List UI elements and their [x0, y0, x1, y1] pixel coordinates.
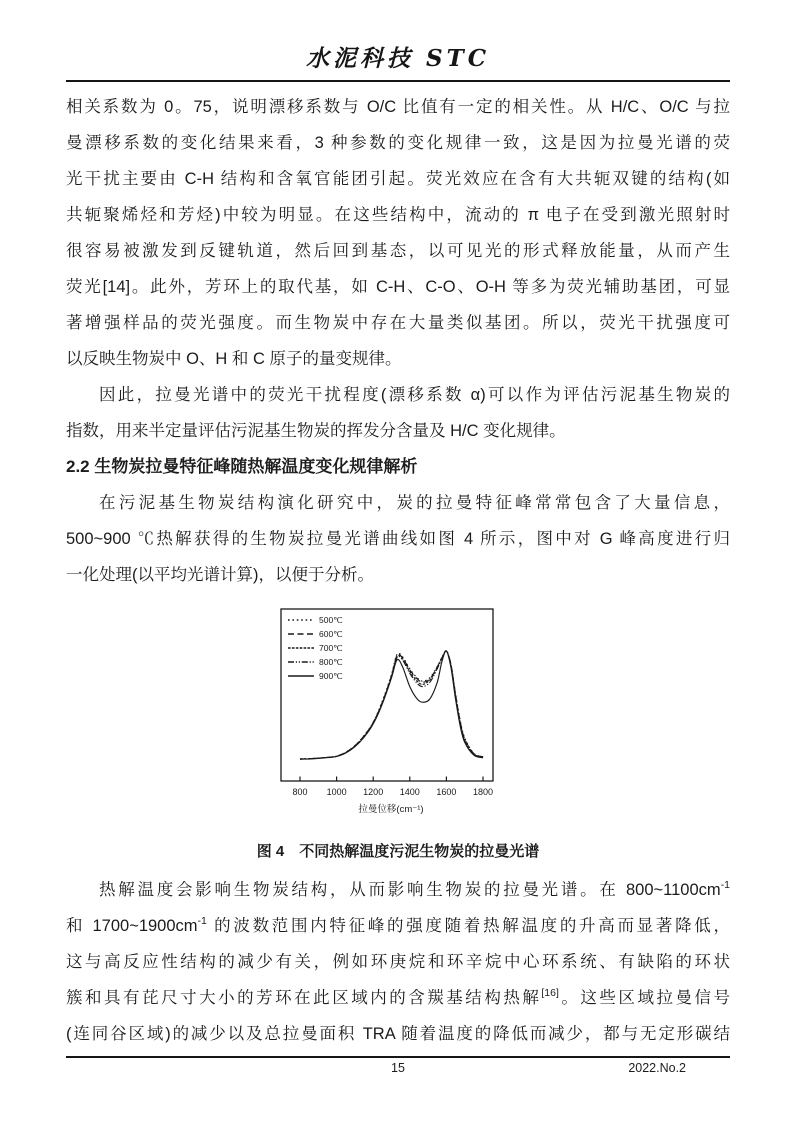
text-line: 簇和具有芘尺寸大小的芳环在此区域内的含羰基结构热解[16]。这些区域拉曼信号: [66, 987, 730, 1007]
x-axis-ticks: [292, 777, 493, 798]
x-tick-label: 1400: [399, 787, 420, 797]
text-line: 著增强样品的荧光强度。而生物炭中存在大量类似基团。所以，荧光干扰强度可: [66, 314, 730, 332]
text-line: 曼漂移系数的变化结果来看，3 种参数的变化规律一致，这是因为拉曼光谱的荧: [66, 134, 730, 152]
legend-label: 600℃: [319, 629, 343, 640]
legend-label: 900℃: [319, 671, 343, 682]
text-line: 这与高反应性结构的减少有关，例如环庚烷和环辛烷中心环系统、有缺陷的环状: [66, 953, 730, 971]
text-line: 和 $1700\sim 1900cm^{-1}$ 的波数范围内特征峰的强度随着热解温度的升高而显著降低，: [66, 915, 730, 935]
text-line: 荧光[14]。此外，芳环上的取代基，如 C-H、C-O、O-H 等多为荧光辅助基团，可显: [66, 278, 730, 296]
text-line: 相关系数为 0。75，说明漂移系数与 O/C 比值有一定的相关性。从 H/C、O/C 与拉: [66, 98, 730, 116]
chart-legend: [288, 615, 343, 681]
x-tick-label: 800: [292, 787, 308, 797]
chart-frame: [281, 609, 493, 781]
text-line: (连同谷区域)的减少以及总拉曼面积 TRA 随着温度的降低而减少，都与无定形碳结: [66, 1025, 730, 1043]
text-line: 以反映生物炭中 O、H 和 C 原子的量变规律。: [66, 350, 402, 368]
text-line: 在污泥基生物炭结构演化研究中，炭的拉曼特征峰常常包含了大量信息，: [99, 494, 730, 512]
raman-spectra-figure: [66, 601, 730, 834]
journal-title: 水泥科技 STC: [305, 45, 491, 72]
x-tick-label: 1200: [363, 787, 384, 797]
x-axis-title: 拉曼位移(cm⁻¹): [358, 804, 424, 815]
text-line: 热解温度会影响生物炭结构，从而影响生物炭的拉曼光谱。在 $800\sim 1100cm^{-1}$: [99, 879, 730, 899]
text-line: 光干扰主要由 C-H 结构和含氧官能团引起。荧光效应在含有大共轭双键的结构(如: [66, 170, 730, 188]
raman-spectra-chart: [275, 601, 521, 821]
text-line: 指数，用来半定量评估污泥基生物炭的挥发分含量及 H/C 变化规律。: [66, 422, 566, 440]
text-line: 500~900 ℃热解获得的生物炭拉曼光谱曲线如图 4 所示，图中对 G 峰高度进行归: [66, 530, 730, 548]
x-tick-label: 1800: [472, 787, 494, 797]
text-line: 共轭聚烯烃和芳烃)中较为明显。在这些结构中，流动的 π 电子在受到激光照射时: [66, 206, 730, 224]
legend-label: 700℃: [319, 643, 343, 654]
x-tick-label: 1600: [436, 787, 457, 797]
page-header: [66, 40, 730, 82]
legend-label: 500℃: [319, 615, 343, 626]
section-heading: 2.2 生物炭拉曼特征峰随热解温度变化规律解析: [66, 457, 418, 476]
legend-label: 800℃: [319, 657, 343, 668]
page-footer: [66, 1056, 730, 1080]
header-rule: [66, 80, 730, 82]
page-number: 15: [391, 1061, 405, 1075]
text-line: 很容易被激发到反键轨道，然后回到基态，以可见光的形式释放能量，从而产生: [66, 242, 730, 260]
x-tick-label: 1000: [326, 787, 347, 797]
issue-label: 2022.No.2: [628, 1061, 686, 1075]
text-line: 因此，拉曼光谱中的荧光干扰程度(漂移系数 α)可以作为评估污泥基生物炭的: [99, 386, 730, 404]
body-flow: [66, 89, 730, 1052]
figure-caption: 图 4 不同热解温度污泥生物炭的拉曼光谱: [256, 843, 540, 860]
text-line: 一化处理(以平均光谱计算)，以便于分析。: [66, 566, 374, 584]
